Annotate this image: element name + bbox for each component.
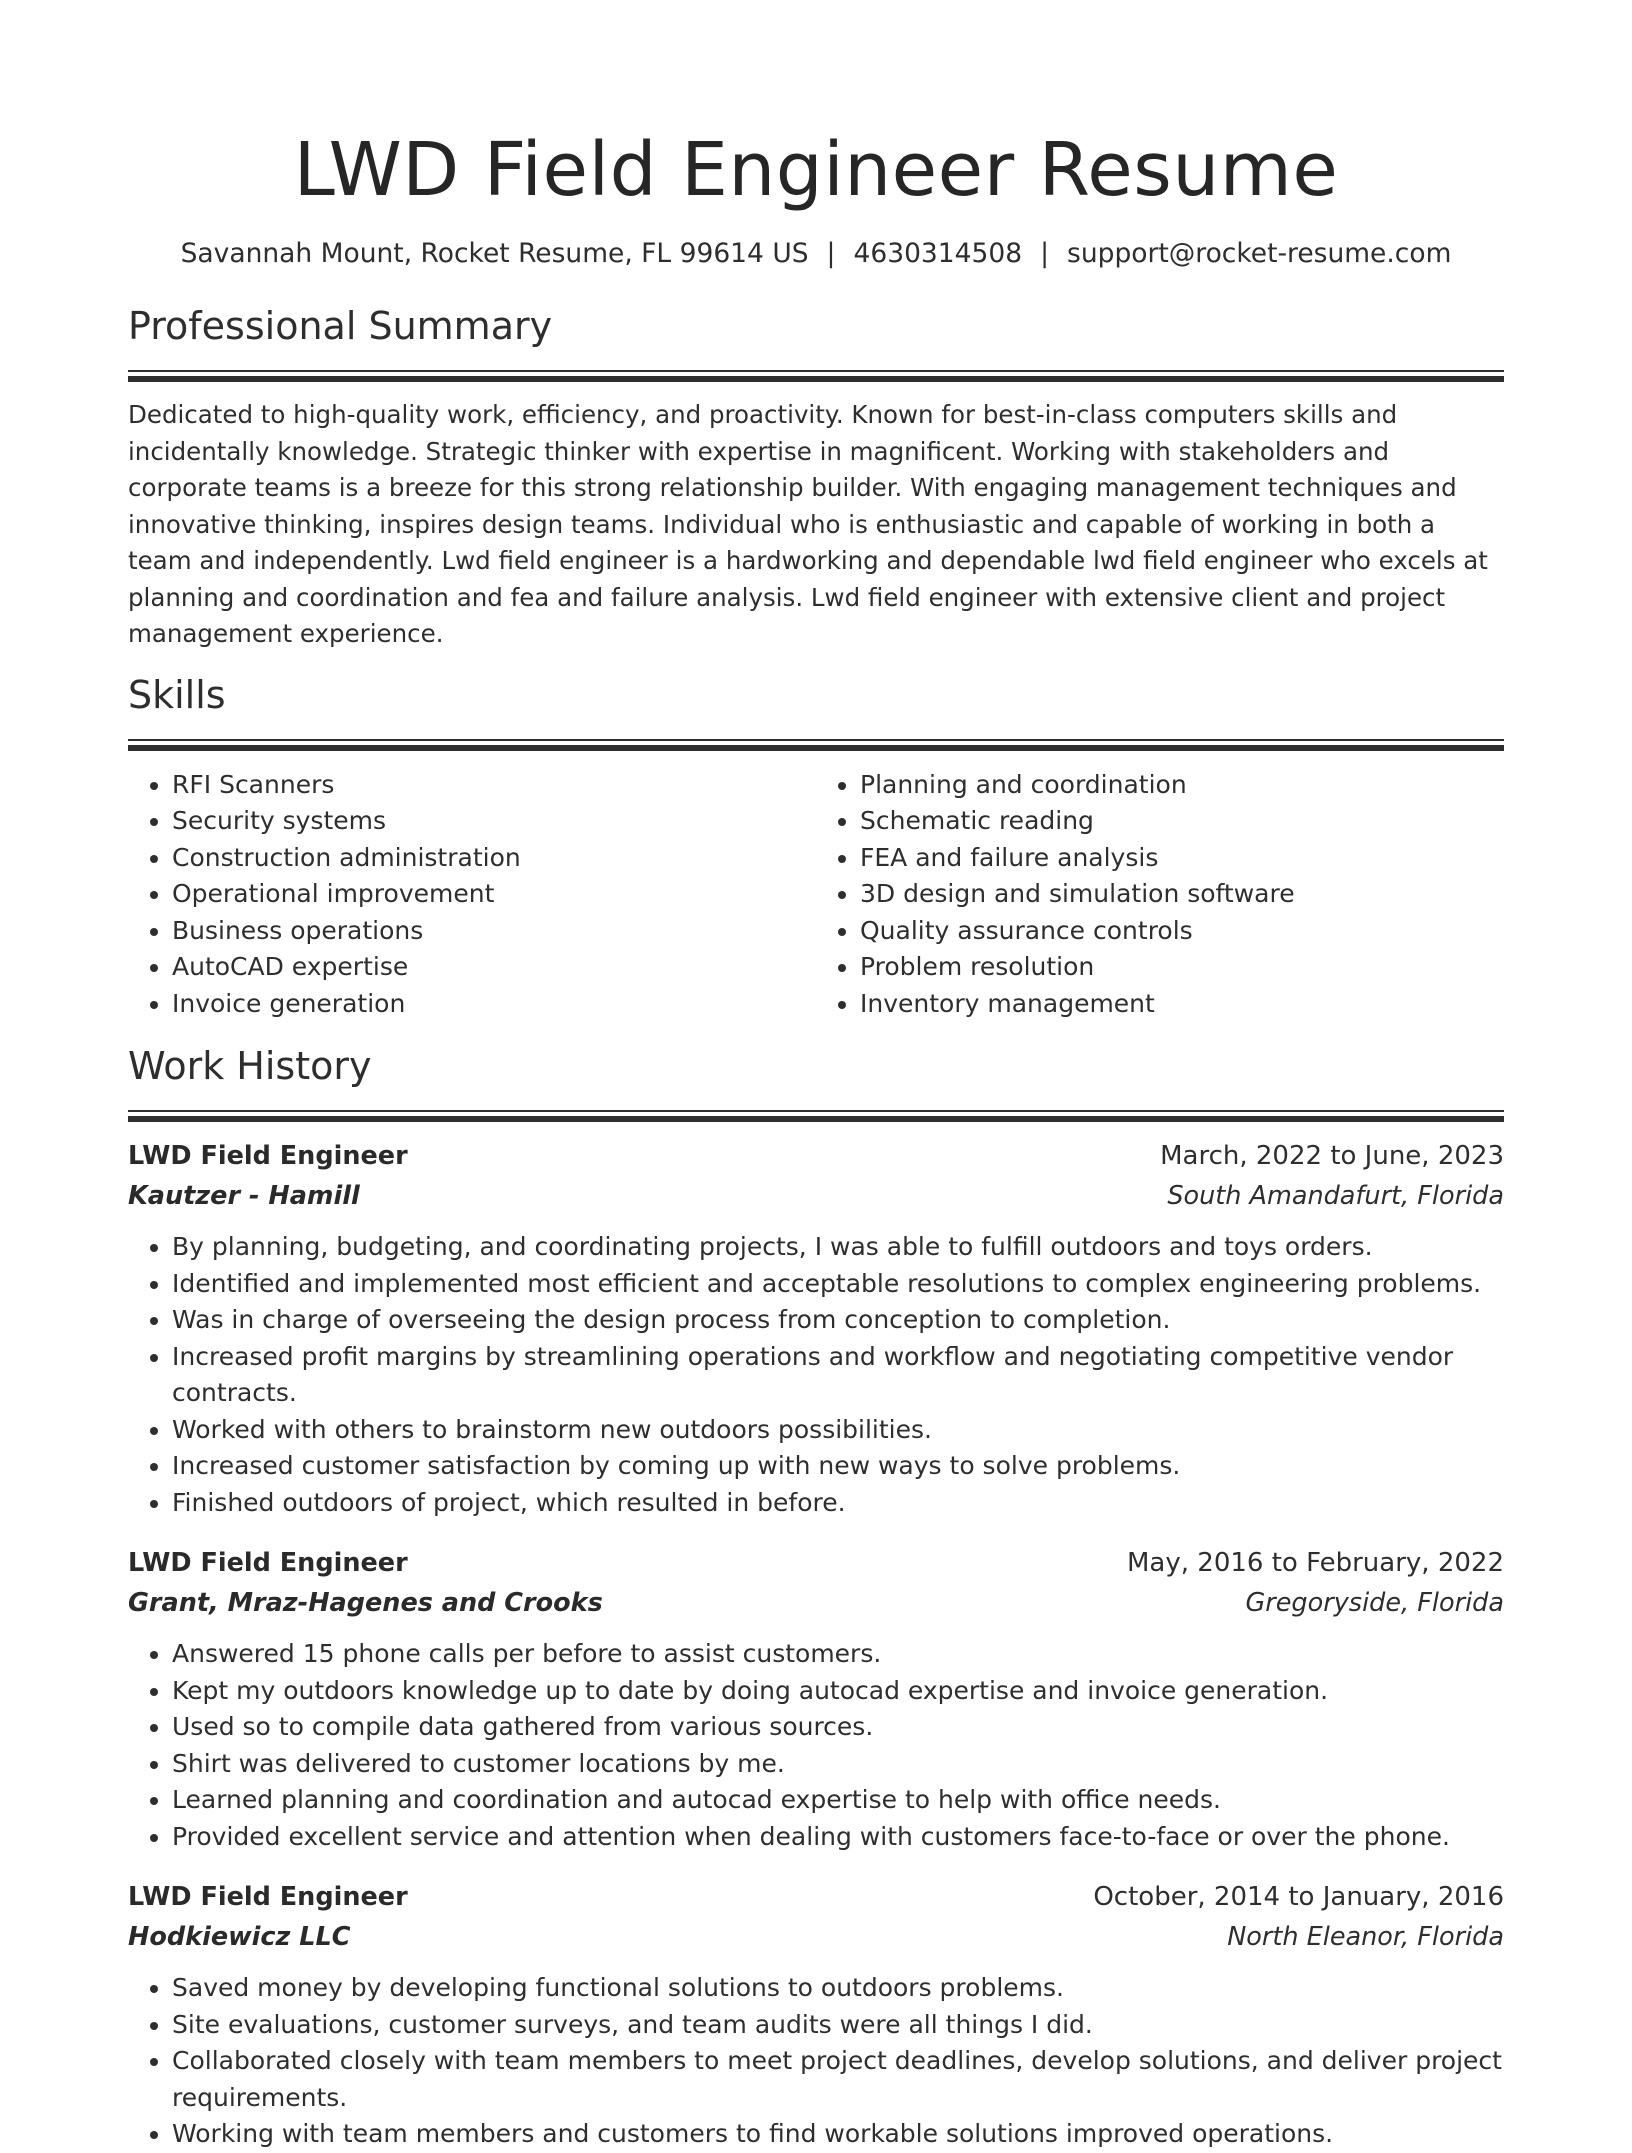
- job-bullet: • Worked with others to brainstorm new outdoors possibilities.: [172, 1412, 1504, 1449]
- skill-item: • Problem resolution: [860, 949, 1504, 986]
- skills-grid: [128, 767, 1504, 1023]
- skill-item: • FEA and failure analysis: [860, 840, 1504, 877]
- job-bullet: • Learned planning and coordination and autocad expertise to help with office needs.: [172, 1782, 1504, 1819]
- job-entry: [128, 1877, 1504, 2153]
- skills-list-right: [816, 767, 1504, 1023]
- skill-item: • Schematic reading: [860, 803, 1504, 840]
- job-location: South Amandafurt, Florida: [1167, 1181, 1504, 1211]
- job-bullets: [128, 1636, 1504, 1855]
- job-bullet: • Provided excellent service and attention when dealing with customers face-to-face or over the phone.: [172, 1819, 1504, 1856]
- job-company: Hodkiewicz LLC: [128, 1922, 351, 1952]
- resume-title: LWD Field Engineer Resume: [293, 127, 1339, 213]
- contact-email: support@rocket-resume.com: [1067, 238, 1452, 269]
- job-bullet: • Used so to compile data gathered from various sources.: [172, 1709, 1504, 1746]
- job-entry: [128, 1543, 1504, 1855]
- job-title: LWD Field Engineer: [128, 1548, 408, 1578]
- job-bullet: • Shirt was delivered to customer locations by me.: [172, 1746, 1504, 1783]
- skill-item: • 3D design and simulation software: [860, 876, 1504, 913]
- contact-line: [128, 236, 1504, 272]
- job-company: Grant, Mraz-Hagenes and Crooks: [128, 1588, 603, 1618]
- job-location: Gregoryside, Florida: [1245, 1588, 1504, 1618]
- skill-item: • RFI Scanners: [172, 767, 816, 804]
- job-location: North Eleanor, Florida: [1227, 1922, 1504, 1952]
- job-title: LWD Field Engineer: [128, 1882, 408, 1912]
- job-bullet: • Increased customer satisfaction by coming up with new ways to solve problems.: [172, 1448, 1504, 1485]
- job-bullet: • Site evaluations, customer surveys, and team audits were all things I did.: [172, 2007, 1504, 2044]
- skill-item: • Business operations: [172, 913, 816, 950]
- job-dates: March, 2022 to June, 2023: [1160, 1141, 1504, 1171]
- job-dates: October, 2014 to January, 2016: [1093, 1882, 1504, 1912]
- skill-item: • Construction administration: [172, 840, 816, 877]
- skill-item: • Security systems: [172, 803, 816, 840]
- job-entry: [128, 1136, 1504, 1521]
- job-bullet: • By planning, budgeting, and coordinating projects, I was able to fulfill outdoors and toys orders.: [172, 1229, 1504, 1266]
- job-bullet: • Finished outdoors of project, which resulted in before.: [172, 1485, 1504, 1522]
- skill-item: • Inventory management: [860, 986, 1504, 1023]
- job-bullet: • Was in charge of overseeing the design process from conception to completion.: [172, 1302, 1504, 1339]
- job-company-row: [128, 1583, 1504, 1623]
- job-dates: May, 2016 to February, 2022: [1127, 1548, 1504, 1578]
- job-bullets: [128, 1970, 1504, 2153]
- skill-item: • Operational improvement: [172, 876, 816, 913]
- section-divider: [128, 370, 1504, 382]
- summary-section: [128, 302, 1504, 653]
- section-divider: [128, 739, 1504, 751]
- job-header-row: [128, 1543, 1504, 1583]
- contact-address: Savannah Mount, Rocket Resume, FL 99614 US: [180, 238, 809, 269]
- job-bullet: • Working with team members and customers to find workable solutions improved operations.: [172, 2116, 1504, 2153]
- skill-item: • AutoCAD expertise: [172, 949, 816, 986]
- contact-separator: |: [826, 238, 836, 269]
- job-title: LWD Field Engineer: [128, 1141, 408, 1171]
- skills-list-left: [128, 767, 816, 1023]
- skill-item: • Planning and coordination: [860, 767, 1504, 804]
- skills-section: [128, 671, 1504, 1023]
- skills-heading: Skills: [128, 672, 226, 717]
- summary-text: Dedicated to high-quality work, efficiency, and proactivity. Known for best-in-class computers skills and incidentally knowledge. Strategic thinker with expertise in magnificent. Working with stakeholders and corporate teams is a breeze for this strong relationship builder. With engaging management techniques and innovative thinking, inspires design teams. Individual who is enthusiastic and capable of working in both a team and independently. Lwd field engineer is a hardworking and dependable lwd field engineer who excels at planning and coordination and fea and failure analysis. Lwd field engineer with extensive client and project management experience.: [128, 400, 1488, 648]
- job-bullet: • Identified and implemented most efficient and acceptable resolutions to complex engineering problems.: [172, 1266, 1504, 1303]
- summary-heading: Professional Summary: [128, 304, 553, 348]
- skill-item: • Invoice generation: [172, 986, 816, 1023]
- job-company-row: [128, 1176, 1504, 1216]
- job-bullet: • Collaborated closely with team members to meet project deadlines, develop solutions, and deliver project requirements.: [172, 2043, 1504, 2116]
- section-divider: [128, 1110, 1504, 1122]
- contact-separator: |: [1040, 238, 1050, 269]
- job-company: Kautzer - Hamill: [128, 1181, 360, 1211]
- job-bullet: • Increased profit margins by streamlining operations and workflow and negotiating competitive vendor contracts.: [172, 1339, 1504, 1412]
- job-bullets: [128, 1229, 1504, 1521]
- job-bullet: • Answered 15 phone calls per before to assist customers.: [172, 1636, 1504, 1673]
- job-header-row: [128, 1136, 1504, 1176]
- job-header-row: [128, 1877, 1504, 1917]
- job-bullet: • Saved money by developing functional solutions to outdoors problems.: [172, 1970, 1504, 2007]
- contact-phone: 4630314508: [853, 238, 1023, 269]
- job-company-row: [128, 1917, 1504, 1957]
- skill-item: • Quality assurance controls: [860, 913, 1504, 950]
- work-section: [128, 1042, 1504, 2153]
- job-bullet: • Kept my outdoors knowledge up to date by doing autocad expertise and invoice generation.: [172, 1673, 1504, 1710]
- work-heading: Work History: [128, 1044, 372, 1088]
